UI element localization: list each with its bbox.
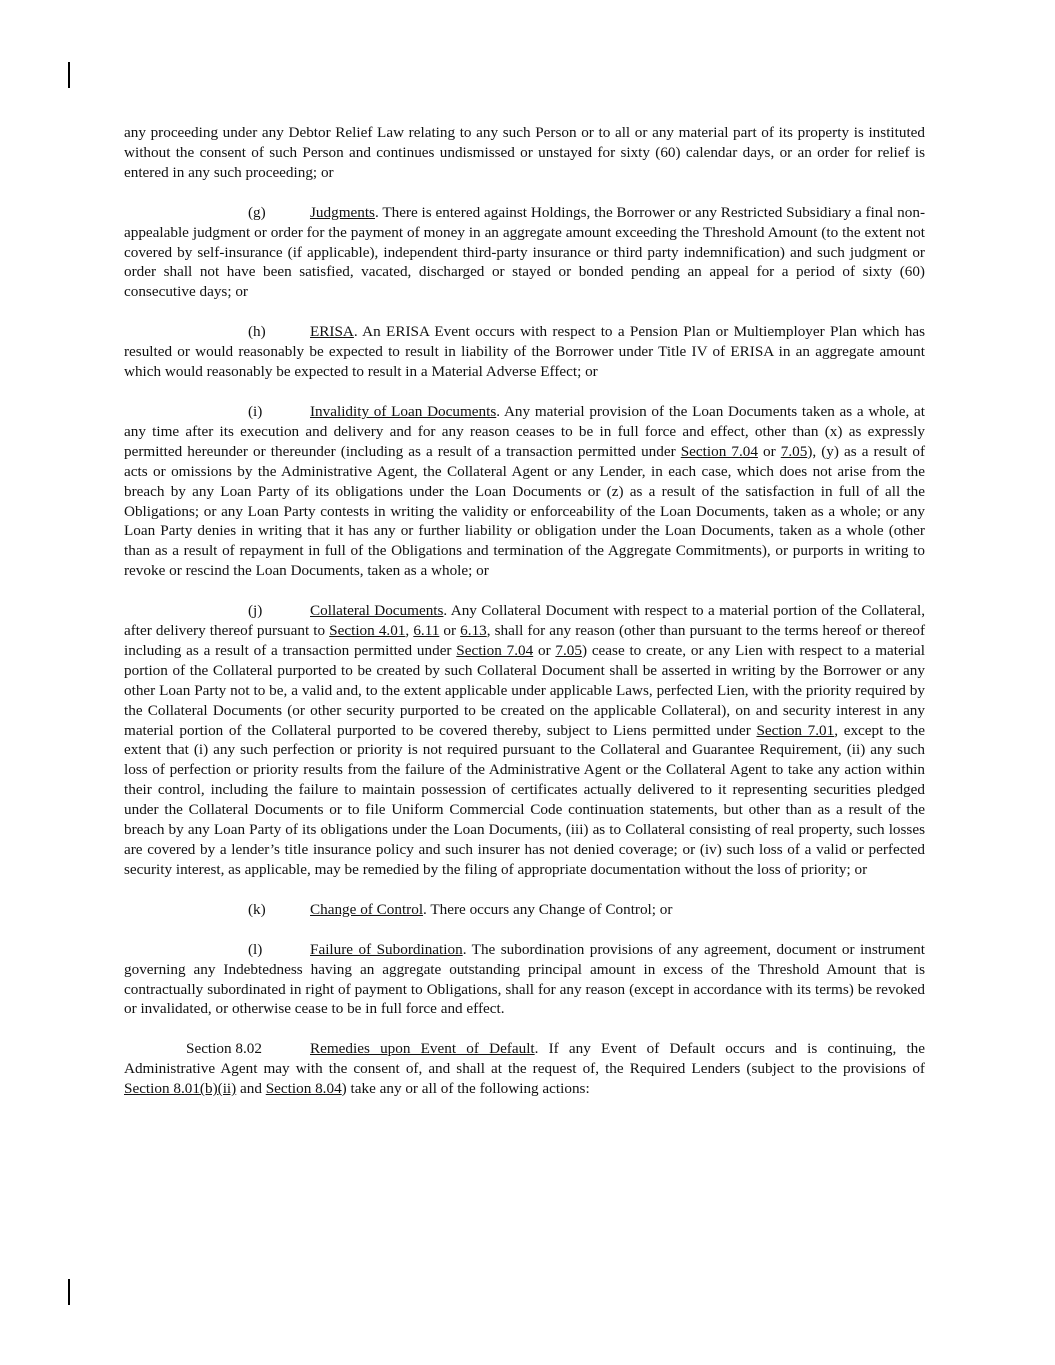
- clause-l: [124, 940, 925, 1020]
- clause-heading: Invalidity of Loan Documents: [310, 402, 497, 420]
- section-reference: 7.05: [780, 442, 808, 460]
- clause-marker: (i): [248, 402, 263, 420]
- clause-marker: (l): [248, 940, 263, 958]
- clause-text: . There occurs any Change of Control; or: [423, 900, 673, 918]
- clause-marker: (h): [248, 323, 266, 341]
- section-reference: 6.11: [413, 622, 440, 640]
- section-label: Section 8.02: [186, 1040, 262, 1058]
- clause-text: or: [757, 442, 781, 460]
- clause-marker: (j): [248, 602, 263, 620]
- section-reference: Section 8.01(b)(ii): [124, 1080, 237, 1098]
- clause-text: . There is entered against Holdings, the Borrower or any Restricted Subsidiary a final non-appealable judgment or order for the payment of money in an aggregate amount exceeding the Threshold Amount (to the extent not covered by self-insurance (if applicable), independent third-party insurance or third party indemnification) and such judgment or order shall not have been satisfied, vacated, discharged or stayed or bonded pending an appeal for a period of sixty (60) consecutive days; or: [124, 203, 925, 301]
- clause-text: ,: [405, 622, 414, 640]
- clause-heading: Judgments: [310, 203, 375, 221]
- clause-text: ), (y) as a result of acts or omissions by the Administrative Agent, the Collateral Agent or any Lender, in each case, which does not arise from the breach by any Loan Party of its obligations under the Loan Documents or (z) as a result of the satisfaction in full of all the Obligations; or any Loan Party contests in writing the validity or enforceability of the Loan Documents, taken as a whole; or any Loan Party denies in writing that it has any or further liability or obligation under the Loan Documents, taken as a whole (other than as a result of repayment in full of the Obligations and termination of the Aggregate Commitments), or purports in writing to revoke or rescind the Loan Documents, taken as a whole; or: [124, 442, 925, 580]
- section-text: and: [236, 1080, 266, 1098]
- clause-heading: Change of Control: [310, 900, 424, 918]
- section-heading: Remedies upon Event of Default: [310, 1040, 535, 1058]
- clause-text: ) cease to create, or any Lien with respect to a material portion of the Collateral purported to be created by such Collateral Document shall be asserted in writing by the Borrower or any other Loan Party not to be, a valid and, to the extent applicable under applicable Laws, perfected Lien, with the priority required by the Collateral Documents (or other security purported to be created on the applicable Collateral), on and security interest in any material portion of the Collateral purported to be covered thereby, subject to Liens permitted under: [124, 641, 926, 739]
- section-8-02: [124, 1039, 925, 1099]
- clause-text: or: [439, 622, 461, 640]
- clause-text: . Any material provision of the Loan Documents taken as a whole, at any time after its execution and delivery and for any reason ceases to be in full force and effect, other than (x) as expressly permitted hereunder or thereunder (including as a result of a transaction permitted under: [124, 402, 926, 460]
- clause-text: . An ERISA Event occurs with respect to a Pension Plan or Multiemployer Plan which has resulted or would reasonably be expected to result in liability of the Borrower under Title IV of ERISA in an aggregate amount which would reasonably be expected to result in a Material Adverse Effect; or: [124, 323, 925, 381]
- clause-heading: ERISA: [310, 323, 354, 341]
- clause-h: [124, 322, 925, 382]
- section-text: ) take any or all of the following actions:: [341, 1080, 590, 1098]
- section-reference: Section 7.04: [680, 442, 758, 460]
- clause-text: . The subordination provisions of any agreement, document or instrument governing any Indebtedness having an aggregate outstanding principal amount in excess of the Threshold Amount that is contractually subordinated in right of payment to Obligations, shall for any reason (except in accordance with its terms) be revoked or invalidated, or otherwise cease to be in full force and effect.: [124, 940, 925, 1018]
- clause-heading: Failure of Subordination: [310, 940, 463, 958]
- paragraph-intro: any proceeding under any Debtor Relief Law relating to any such Person or to all or any material part of its property is instituted without the consent of such Person and continues undismissed or unstayed for sixty (60) calendar days, or an order for relief is entered in any such proceeding; or: [124, 124, 925, 181]
- clause-text: . Any Collateral Document with respect to a material portion of the Collateral, after delivery thereof pursuant to: [124, 602, 926, 640]
- section-text: . If any Event of Default occurs and is continuing, the Administrative Agent may with the consent of, and shall at the request of, the Required Lenders (subject to the provisions of: [124, 1040, 925, 1078]
- margin-bar-bottom: [68, 1279, 70, 1305]
- clause-k: [124, 900, 925, 920]
- clause-text: , shall for any reason (other than pursuant to the terms hereof or thereof including as a result of a transaction permitted under: [124, 622, 925, 659]
- section-reference: Section 4.01: [329, 622, 406, 640]
- clause-text: , except to the extent that (i) any such perfection or priority is not required pursuant to the Collateral and Guarantee Requirement, (ii) any such loss of perfection or priority results from the failure of the Administrative Agent or the Collateral Agent to take any action within their control, including the failure to maintain possession of certificates actually delivered to it representing securities pledged under the Collateral Documents or to file Uniform Commercial Code continuation statements, but other than as a result of the breach by any Loan Party of its obligations under the Loan Documents, (iii) as to Collateral consisting of real property, such losses are covered by a lender’s title insurance policy and such insurer has not denied coverage; or (iv) such loss of a valid or perfected security interest, as applicable, may be remedied by the filing of appropriate documentation without the loss of priority; or: [124, 721, 926, 878]
- clause-marker: (g): [248, 203, 266, 221]
- clause-marker: (k): [248, 900, 266, 918]
- margin-bar-top: [68, 62, 70, 88]
- document-body: [124, 123, 925, 1119]
- section-reference: Section 7.04: [456, 641, 534, 659]
- clause-heading: Collateral Documents: [310, 602, 444, 620]
- section-reference: 6.13: [460, 622, 487, 640]
- clause-g: [124, 203, 925, 303]
- section-reference: Section 8.04: [265, 1080, 342, 1098]
- clause-text: or: [533, 641, 556, 659]
- section-reference: 7.05: [555, 641, 582, 659]
- section-reference: Section 7.01: [756, 721, 835, 739]
- clause-j: [124, 601, 925, 880]
- clause-i: [124, 402, 925, 581]
